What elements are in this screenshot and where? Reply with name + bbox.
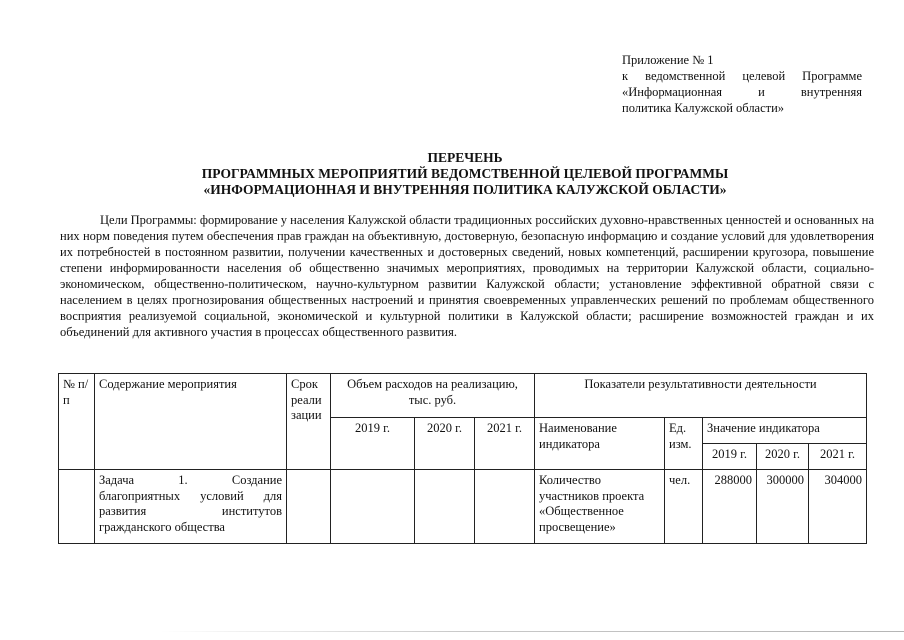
header-content: Содержание мероприятия (95, 374, 287, 470)
table-header-row-1 (59, 374, 867, 418)
header-val-2019: 2019 г. (703, 444, 757, 470)
header-val-2021: 2021 г. (809, 444, 867, 470)
header-exp-2020: 2020 г. (415, 418, 475, 470)
header-unit: Ед. изм. (665, 418, 703, 470)
header-indicator-name: Наименование индикатора (535, 418, 665, 470)
header-indicator-value: Значение индикатора (703, 418, 867, 444)
row-val-2019: 288000 (703, 470, 757, 544)
row-num (59, 470, 95, 544)
table-row (59, 470, 867, 544)
row-exp-2020 (415, 470, 475, 544)
appendix-line-2: к ведомственной целевой Программе (622, 69, 862, 83)
row-exp-2019 (331, 470, 415, 544)
row-unit: чел. (665, 470, 703, 544)
row-content: Задача 1. Создание благоприятных условий для развития институтов гражданского общества (95, 470, 287, 544)
row-indicator-name: Количество участников проекта «Общественное просвещение» (535, 470, 665, 544)
header-num: № п/п (59, 374, 95, 470)
header-exp-2021: 2021 г. (475, 418, 535, 470)
row-exp-2021 (475, 470, 535, 544)
row-val-2021: 304000 (809, 470, 867, 544)
header-exp-2019: 2019 г. (331, 418, 415, 470)
document-title (60, 150, 870, 198)
title-line-1: ПЕРЕЧЕНЬ (427, 150, 503, 165)
appendix-line-3: «Информационная и внутренняя (622, 85, 862, 99)
header-val-2020: 2020 г. (757, 444, 809, 470)
program-goals-paragraph: Цели Программы: формирование у населения Калужской области традиционных российских духовно-нравственных ценностей и основанных на них норм поведения путем обеспечения прав граждан на объективную, достоверную, безопасную информацию и создание условий для удовлетворения их потребностей в постоянном развитии, получении качественных и достоверных сведений, новых компетенций, расширении кругозора, повышение степени информированности населения об общественно значимых мероприятиях, проводимых на территории Калужской области, социально-экономическом, общественно-политическом, научно-культурном развитии Калужской области; установление эффективной обратной связи с населением в целях прогнозирования общественных настроений и принятия своевременных управленческих решений по проблемам общественного восприятия реализуемой социальной, экономической и культурной политики в Калужской области; расширение возможностей граждан и их объединений для активного участия в процессах общественного развития. (60, 213, 874, 339)
header-expenses: Объем расходов на реализацию, тыс. руб. (331, 374, 535, 418)
scan-edge-line (160, 631, 904, 632)
row-term (287, 470, 331, 544)
appendix-line-1: Приложение № 1 (622, 53, 714, 67)
appendix-header (622, 52, 862, 116)
row-val-2020: 300000 (757, 470, 809, 544)
header-term: Срок реали зации (287, 374, 331, 470)
appendix-line-4: политика Калужской области» (622, 101, 785, 115)
activities-table (58, 373, 867, 544)
header-indicators: Показатели результативности деятельности (535, 374, 867, 418)
title-line-2: ПРОГРАММНЫХ МЕРОПРИЯТИЙ ВЕДОМСТВЕННОЙ ЦЕЛЕВОЙ ПРОГРАММЫ (201, 166, 729, 181)
title-line-3: «ИНФОРМАЦИОННАЯ И ВНУТРЕННЯЯ ПОЛИТИКА КАЛУЖСКОЙ ОБЛАСТИ» (203, 182, 727, 197)
